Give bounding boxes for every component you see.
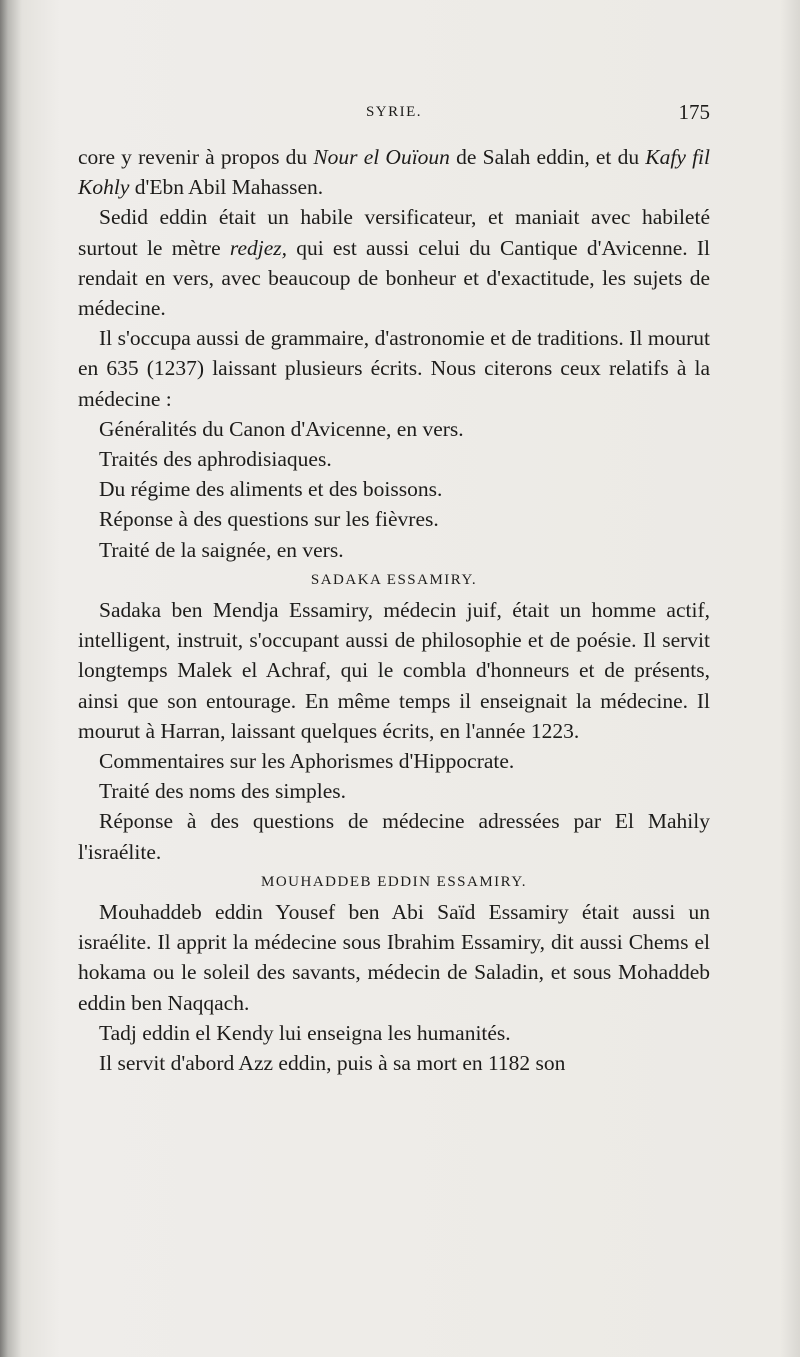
- text-run: Sedid eddin était un habile versificateur, et maniait avec habileté surtout le mètre: [78, 205, 710, 260]
- text-run: d'Ebn Abil Mahassen.: [129, 175, 324, 200]
- meter-term: redjez,: [229, 235, 287, 260]
- text-run: core y revenir à propos du: [78, 145, 314, 169]
- text-run: qui est aussi celui du Cantique d'Avicenne. Il rendait en vers, avec beaucoup de bonheur et d'exactitude, les sujets de médecine.: [78, 235, 710, 321]
- list-item: Généralités du Canon d'Avicenne, en vers.: [99, 416, 464, 441]
- page-number: 175: [678, 100, 710, 124]
- paragraph: Il s'occupa aussi de grammaire, d'astronomie et de traditions. Il mourut en 635 (1237) laissant plusieurs écrits. Nous citerons ceux relatifs à la médecine :: [78, 326, 710, 411]
- paragraph: Mouhaddeb eddin Yousef ben Abi Saïd Essamiry était aussi un israélite. Il apprit la médecine sous Ibrahim Essamiry, dit aussi Chems el hokama ou le soleil des savants, médecin de Saladin, et sous Mohaddeb eddin ben Naqqach.: [78, 900, 710, 1015]
- section-heading: SADAKA ESSAMIRY.: [310, 571, 478, 588]
- running-title: SYRIE.: [365, 104, 423, 120]
- work-title: Nour el Ouïoun: [313, 145, 450, 169]
- paragraph-continuation: [78, 142, 710, 202]
- paragraph: Réponse à des questions de médecine adressées par El Mahily l'israélite.: [78, 809, 710, 864]
- list-item: Traité de la saignée, en vers.: [99, 537, 344, 562]
- work-title: Kafy fil Kohly: [78, 145, 710, 200]
- paragraph: [78, 202, 710, 323]
- page-header: [78, 100, 710, 130]
- paragraph: Il servit d'abord Azz eddin, puis à sa mort en 1182 son: [99, 1051, 566, 1076]
- text-run: de Salah eddin, et du: [449, 145, 646, 169]
- list-item: Traités des aphrodisiaques.: [99, 447, 332, 472]
- list-item: Réponse à des questions sur les fièvres.: [99, 507, 439, 532]
- paragraph: Sadaka ben Mendja Essamiry, médecin juif, était un homme actif, intelligent, instruit, s'occupant aussi de philosophie et de poésie. Il servit longtemps Malek el Achraf, qui le combla d'honneurs et de présents, ainsi que son entourage. En même temps il enseignait la médecine. Il mourut à Harran, laissant quelques écrits, en l'année 1223.: [78, 598, 710, 743]
- list-item: Traité des noms des simples.: [99, 779, 347, 804]
- list-item: Commentaires sur les Aphorismes d'Hippocrate.: [99, 749, 515, 774]
- section-heading: MOUHADDEB EDDIN ESSAMIRY.: [261, 873, 527, 890]
- body-text: [78, 142, 710, 1078]
- paragraph: Tadj eddin el Kendy lui enseigna les humanités.: [99, 1020, 511, 1045]
- list-item: Du régime des aliments et des boissons.: [99, 477, 443, 502]
